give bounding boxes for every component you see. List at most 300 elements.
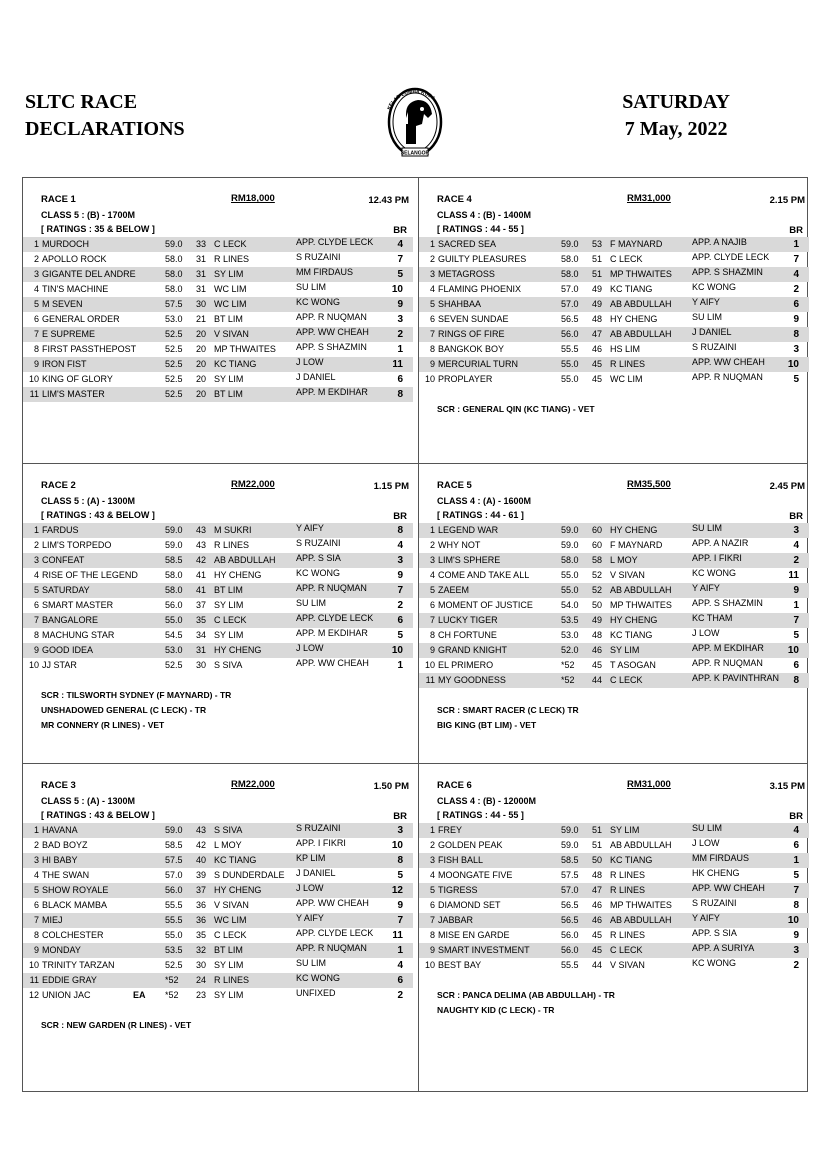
entry-barrier: 10 bbox=[787, 915, 799, 926]
entry-row bbox=[419, 523, 809, 538]
entry-row bbox=[419, 553, 809, 568]
entry-trainer: APP. S SHAZMIN bbox=[296, 342, 367, 352]
race-class: CLASS 4 : (B) - 1400M bbox=[437, 210, 532, 220]
entry-row bbox=[23, 583, 413, 598]
horse-name: LIM'S MASTER bbox=[42, 389, 105, 399]
title-line-1: SLTC RACE bbox=[25, 91, 138, 113]
entry-jockey: R LINES bbox=[610, 930, 646, 940]
entry-barrier: 8 bbox=[397, 855, 403, 866]
entry-number: 2 bbox=[33, 840, 39, 850]
entry-weight: 55.0 bbox=[561, 585, 579, 595]
entry-rating: 34 bbox=[196, 630, 207, 640]
entry-number: 9 bbox=[429, 645, 435, 655]
horse-name: APOLLO ROCK bbox=[42, 254, 107, 264]
entry-weight: *52 bbox=[165, 975, 179, 985]
entry-row bbox=[419, 673, 809, 688]
title-line-2: DECLARATIONS bbox=[25, 118, 185, 140]
entry-trainer: Y AIFY bbox=[692, 583, 720, 593]
entry-rating: 31 bbox=[196, 645, 207, 655]
entry-barrier: 7 bbox=[397, 254, 403, 265]
horse-name: IRON FIST bbox=[42, 359, 87, 369]
entry-jockey: WC LIM bbox=[214, 915, 247, 925]
entry-jockey: C LECK bbox=[214, 930, 247, 940]
race-panel bbox=[419, 464, 809, 754]
horse-name: GOOD IDEA bbox=[42, 645, 94, 655]
entry-jockey: KC TIANG bbox=[214, 359, 257, 369]
entry-row bbox=[419, 538, 809, 553]
race-title: RACE 5 bbox=[437, 480, 472, 491]
entry-number: 11 bbox=[29, 389, 39, 399]
race-title: RACE 3 bbox=[41, 780, 76, 791]
entry-rating: 31 bbox=[196, 254, 207, 264]
scratching-note: MR CONNERY (R LINES) - VET bbox=[41, 720, 165, 730]
entry-list bbox=[23, 823, 413, 1003]
entry-trainer: KC THAM bbox=[692, 613, 733, 623]
race-prize: RM22,000 bbox=[231, 779, 275, 790]
entry-list bbox=[419, 523, 809, 688]
entry-barrier: 4 bbox=[397, 960, 403, 971]
entry-rating: 36 bbox=[196, 900, 207, 910]
entry-jockey: R LINES bbox=[214, 540, 250, 550]
entry-jockey: SY LIM bbox=[214, 269, 244, 279]
entry-barrier: 9 bbox=[397, 900, 403, 911]
horse-name: LUCKY TIGER bbox=[438, 615, 498, 625]
entry-weight: 58.0 bbox=[561, 269, 579, 279]
entry-rating: 31 bbox=[196, 284, 207, 294]
entry-weight: 58.0 bbox=[165, 284, 183, 294]
entry-list bbox=[419, 237, 809, 387]
entry-rating: 43 bbox=[196, 540, 207, 550]
horse-name: GIGANTE DEL ANDRE bbox=[42, 269, 136, 279]
entry-jockey: HY CHENG bbox=[214, 645, 262, 655]
horse-name: FISH BALL bbox=[438, 855, 484, 865]
entry-weight: 55.0 bbox=[561, 359, 579, 369]
entry-jockey: BT LIM bbox=[214, 585, 243, 595]
entry-barrier: 10 bbox=[787, 645, 799, 656]
entry-jockey: HY CHENG bbox=[610, 525, 658, 535]
entry-barrier: 2 bbox=[397, 329, 403, 340]
horse-name: MY GOODNESS bbox=[438, 675, 506, 685]
horse-name: WHY NOT bbox=[438, 540, 481, 550]
entry-jockey: R LINES bbox=[214, 254, 250, 264]
entry-barrier: 9 bbox=[397, 299, 403, 310]
entry-trainer: S RUZAINI bbox=[296, 252, 341, 262]
entry-rating: 24 bbox=[196, 975, 207, 985]
entry-barrier: 3 bbox=[793, 344, 799, 355]
entry-rating: 44 bbox=[592, 675, 603, 685]
entry-jockey: V SIVAN bbox=[610, 960, 645, 970]
entry-jockey: SY LIM bbox=[214, 600, 244, 610]
entry-rating: 45 bbox=[592, 374, 603, 384]
race-panel bbox=[419, 178, 809, 468]
entry-jockey: AB ABDULLAH bbox=[214, 555, 276, 565]
entry-number: 9 bbox=[429, 945, 435, 955]
entry-trainer: SU LIM bbox=[296, 958, 327, 968]
entry-weight: 55.5 bbox=[561, 960, 579, 970]
entry-jockey: C LECK bbox=[610, 254, 643, 264]
entry-weight: 55.0 bbox=[561, 570, 579, 580]
entry-jockey: KC TIANG bbox=[610, 284, 653, 294]
entry-weight: *52 bbox=[561, 675, 575, 685]
entry-barrier: 7 bbox=[397, 585, 403, 596]
entry-number: 6 bbox=[429, 314, 435, 324]
entry-rating: 23 bbox=[196, 990, 207, 1000]
entry-number: 10 bbox=[28, 374, 39, 384]
entry-weight: 59.0 bbox=[165, 239, 183, 249]
entry-number: 1 bbox=[429, 239, 435, 249]
entry-list bbox=[23, 237, 413, 402]
entry-row bbox=[419, 838, 809, 853]
race-class: CLASS 5 : (B) - 1700M bbox=[41, 210, 136, 220]
entry-weight: *52 bbox=[561, 660, 575, 670]
horse-name: LIM'S TORPEDO bbox=[42, 540, 112, 550]
entry-trainer: APP. K PAVINTHRAN bbox=[692, 673, 780, 683]
entry-number: 1 bbox=[429, 825, 435, 835]
entry-barrier: 2 bbox=[397, 600, 403, 611]
entry-rating: 50 bbox=[592, 855, 603, 865]
entry-jockey: AB ABDULLAH bbox=[610, 299, 672, 309]
entry-row bbox=[419, 372, 809, 387]
entry-trainer: APP. R NUQMAN bbox=[692, 372, 763, 382]
entry-weight: 59.0 bbox=[561, 840, 579, 850]
horse-name: CONFEAT bbox=[42, 555, 85, 565]
entry-jockey: MP THWAITES bbox=[610, 600, 672, 610]
entry-row bbox=[23, 988, 413, 1003]
entry-barrier: 7 bbox=[793, 254, 799, 265]
entry-jockey: S SIVA bbox=[214, 660, 243, 670]
entry-weight: 57.5 bbox=[561, 870, 579, 880]
entry-trainer: APP. I FIKRI bbox=[296, 838, 346, 848]
entry-trainer: SU LIM bbox=[692, 823, 723, 833]
horse-name: RINGS OF FIRE bbox=[438, 329, 505, 339]
entry-trainer: S RUZAINI bbox=[296, 538, 341, 548]
horse-name: MACHUNG STAR bbox=[42, 630, 115, 640]
entry-trainer: APP. CLYDE LECK bbox=[692, 252, 770, 262]
horse-name: EDDIE GRAY bbox=[42, 975, 97, 985]
entry-rating: 21 bbox=[196, 314, 207, 324]
entry-weight: 57.0 bbox=[165, 870, 183, 880]
entry-trainer: APP. R NUQMAN bbox=[296, 312, 367, 322]
entry-jockey: MP THWAITES bbox=[214, 344, 276, 354]
entry-row bbox=[23, 387, 413, 402]
entry-trainer: APP. R NUQMAN bbox=[296, 583, 367, 593]
entry-barrier: 3 bbox=[397, 825, 403, 836]
entry-jockey: HS LIM bbox=[610, 344, 641, 354]
entry-number: 8 bbox=[429, 344, 435, 354]
entry-trainer: APP. A NAJIB bbox=[692, 237, 747, 247]
entry-number: 4 bbox=[33, 570, 39, 580]
entry-rating: 48 bbox=[592, 314, 603, 324]
entry-number: 9 bbox=[33, 645, 39, 655]
entry-jockey: C LECK bbox=[610, 945, 643, 955]
entry-row bbox=[419, 958, 809, 973]
entry-weight: 58.0 bbox=[561, 555, 579, 565]
entry-number: 4 bbox=[429, 870, 435, 880]
horse-name: LEGEND WAR bbox=[438, 525, 499, 535]
entry-row bbox=[419, 282, 809, 297]
entry-number: 6 bbox=[429, 900, 435, 910]
entry-barrier: 10 bbox=[391, 284, 403, 295]
entry-rating: 49 bbox=[592, 615, 603, 625]
entry-rating: 46 bbox=[592, 900, 603, 910]
entry-barrier: 2 bbox=[793, 284, 799, 295]
horse-name: TRINITY TARZAN bbox=[42, 960, 115, 970]
entry-weight: 56.0 bbox=[561, 930, 579, 940]
race-time: 2.15 PM bbox=[769, 195, 805, 206]
entry-weight: 55.0 bbox=[561, 374, 579, 384]
entry-weight: 59.0 bbox=[165, 825, 183, 835]
entry-row bbox=[419, 312, 809, 327]
entry-trainer: APP. CLYDE LECK bbox=[296, 613, 374, 623]
entry-row bbox=[419, 613, 809, 628]
entry-rating: 31 bbox=[196, 269, 207, 279]
entry-barrier: 5 bbox=[793, 630, 799, 641]
entry-row bbox=[23, 838, 413, 853]
entry-row bbox=[419, 883, 809, 898]
entry-barrier: 1 bbox=[793, 855, 799, 866]
entry-barrier: 8 bbox=[397, 389, 403, 400]
entry-barrier: 12 bbox=[391, 885, 403, 896]
horse-name: DIAMOND SET bbox=[438, 900, 501, 910]
entry-rating: 47 bbox=[592, 329, 603, 339]
race-time: 2.45 PM bbox=[769, 481, 805, 492]
entry-barrier: 10 bbox=[391, 840, 403, 851]
horse-name: RISE OF THE LEGEND bbox=[42, 570, 138, 580]
entry-rating: 49 bbox=[592, 284, 603, 294]
entry-trainer: APP. R NUQMAN bbox=[692, 658, 763, 668]
entry-rating: 45 bbox=[592, 359, 603, 369]
horse-name: TIN'S MACHINE bbox=[42, 284, 109, 294]
horse-name: KING OF GLORY bbox=[42, 374, 113, 384]
entry-barrier: 8 bbox=[793, 329, 799, 340]
entry-barrier: 2 bbox=[397, 990, 403, 1001]
race-prize: RM22,000 bbox=[231, 479, 275, 490]
race-date bbox=[622, 89, 730, 143]
entry-number: 2 bbox=[429, 540, 435, 550]
entry-number: 3 bbox=[33, 269, 39, 279]
entry-number: 5 bbox=[33, 299, 39, 309]
entry-trainer: S RUZAINI bbox=[692, 898, 737, 908]
entry-rating: 33 bbox=[196, 239, 207, 249]
entry-number: 2 bbox=[429, 840, 435, 850]
entry-row bbox=[419, 853, 809, 868]
entry-rating: 60 bbox=[592, 540, 603, 550]
entry-jockey: V SIVAN bbox=[214, 329, 249, 339]
entry-jockey: AB ABDULLAH bbox=[610, 329, 672, 339]
entry-rating: 32 bbox=[196, 945, 207, 955]
entry-jockey: L MOY bbox=[610, 555, 638, 565]
entry-barrier: 6 bbox=[793, 840, 799, 851]
entry-trainer: APP. M EKDIHAR bbox=[296, 628, 368, 638]
race-time: 3.15 PM bbox=[769, 781, 805, 792]
horse-name: FLAMING PHOENIX bbox=[438, 284, 522, 294]
race-time: 1.15 PM bbox=[373, 481, 409, 492]
entry-number: 6 bbox=[33, 600, 39, 610]
entry-barrier: 8 bbox=[397, 525, 403, 536]
entry-barrier: 4 bbox=[793, 540, 799, 551]
race-title: RACE 6 bbox=[437, 780, 472, 791]
entry-weight: 59.0 bbox=[561, 525, 579, 535]
entry-row bbox=[23, 267, 413, 282]
entry-weight: 58.5 bbox=[165, 840, 183, 850]
entry-trainer: APP. WW CHEAH bbox=[296, 327, 369, 337]
entry-number: 5 bbox=[33, 885, 39, 895]
entry-trainer: APP. WW CHEAH bbox=[296, 658, 369, 668]
entry-rating: 36 bbox=[196, 915, 207, 925]
scratching-note: SCR : SMART RACER (C LECK) TR bbox=[437, 705, 579, 715]
horse-name: SMART MASTER bbox=[42, 600, 114, 610]
horse-name: M SEVEN bbox=[42, 299, 83, 309]
entry-row bbox=[23, 252, 413, 267]
entry-row bbox=[23, 282, 413, 297]
horse-name: SACRED SEA bbox=[438, 239, 497, 249]
race-rating: [ RATINGS : 44 - 61 ] bbox=[437, 510, 524, 520]
horse-name: MOMENT OF JUSTICE bbox=[438, 600, 533, 610]
entry-jockey: R LINES bbox=[610, 885, 646, 895]
entry-barrier: 3 bbox=[793, 945, 799, 956]
entry-rating: 41 bbox=[196, 570, 207, 580]
entry-rating: 51 bbox=[592, 840, 603, 850]
entry-number: 3 bbox=[429, 269, 435, 279]
br-header: BR bbox=[789, 811, 803, 822]
entry-rating: 53 bbox=[592, 239, 603, 249]
entry-row bbox=[23, 868, 413, 883]
entry-rating: 52 bbox=[592, 585, 603, 595]
race-time: 1.50 PM bbox=[373, 781, 409, 792]
race-class: CLASS 4 : (A) - 1600M bbox=[437, 496, 532, 506]
entry-trainer: KP LIM bbox=[296, 853, 326, 863]
entry-number: 11 bbox=[29, 975, 39, 985]
horse-name: GOLDEN PEAK bbox=[438, 840, 503, 850]
horse-name: JJ STAR bbox=[42, 660, 77, 670]
entry-rating: 37 bbox=[196, 885, 207, 895]
entry-number: 8 bbox=[33, 930, 39, 940]
entry-row bbox=[419, 297, 809, 312]
svg-text:KELAB LUMBA KUDA: KELAB LUMBA KUDA bbox=[386, 88, 437, 111]
entry-weight: 57.0 bbox=[561, 299, 579, 309]
entry-number: 10 bbox=[424, 374, 435, 384]
entry-row bbox=[419, 943, 809, 958]
entry-barrier: 5 bbox=[397, 630, 403, 641]
entry-trainer: SU LIM bbox=[692, 312, 723, 322]
entry-barrier: 4 bbox=[793, 269, 799, 280]
horse-name: COLCHESTER bbox=[42, 930, 104, 940]
entry-jockey: M SUKRI bbox=[214, 525, 252, 535]
entry-barrier: 5 bbox=[793, 870, 799, 881]
entry-weight: 53.5 bbox=[561, 615, 579, 625]
entry-barrier: 2 bbox=[793, 960, 799, 971]
entry-trainer: APP. R NUQMAN bbox=[296, 943, 367, 953]
entry-rating: 45 bbox=[592, 930, 603, 940]
entry-weight: 58.0 bbox=[561, 254, 579, 264]
entry-number: 8 bbox=[33, 630, 39, 640]
entry-barrier: 4 bbox=[397, 239, 403, 250]
entry-jockey: R LINES bbox=[610, 359, 646, 369]
entry-trainer: Y AIFY bbox=[296, 913, 324, 923]
entry-rating: 47 bbox=[592, 885, 603, 895]
race-prize: RM35,500 bbox=[627, 479, 671, 490]
entry-trainer: APP. CLYDE LECK bbox=[296, 928, 374, 938]
entry-rating: 37 bbox=[196, 600, 207, 610]
entry-barrier: 6 bbox=[397, 374, 403, 385]
entry-weight: 56.0 bbox=[165, 600, 183, 610]
entry-rating: 20 bbox=[196, 344, 207, 354]
club-logo-icon bbox=[376, 84, 454, 162]
entry-jockey: R LINES bbox=[610, 870, 646, 880]
entry-trainer: APP. S SIA bbox=[296, 553, 341, 563]
entry-jockey: KC TIANG bbox=[214, 855, 257, 865]
horse-name: BEST BAY bbox=[438, 960, 482, 970]
entry-rating: 20 bbox=[196, 389, 207, 399]
entry-jockey: T ASOGAN bbox=[610, 660, 656, 670]
entry-number: 10 bbox=[424, 660, 435, 670]
br-header: BR bbox=[393, 811, 407, 822]
entry-rating: 20 bbox=[196, 329, 207, 339]
entry-rating: 40 bbox=[196, 855, 207, 865]
entry-barrier: 6 bbox=[397, 615, 403, 626]
entry-trainer: MM FIRDAUS bbox=[296, 267, 353, 277]
horse-name: MERCURIAL TURN bbox=[438, 359, 519, 369]
scratching-note: UNSHADOWED GENERAL (C LECK) - TR bbox=[41, 705, 207, 715]
entry-trainer: KC WONG bbox=[296, 568, 340, 578]
horse-name: COME AND TAKE ALL bbox=[438, 570, 530, 580]
entry-barrier: 9 bbox=[793, 314, 799, 325]
race-class: CLASS 5 : (A) - 1300M bbox=[41, 796, 136, 806]
race-prize: RM18,000 bbox=[231, 193, 275, 204]
entry-weight: 56.5 bbox=[561, 900, 579, 910]
horse-name: GUILTY PLEASURES bbox=[438, 254, 527, 264]
entry-rating: 42 bbox=[196, 555, 207, 565]
horse-name: ZAEEM bbox=[438, 585, 470, 595]
horse-name: HAVANA bbox=[42, 825, 78, 835]
entry-barrier: 6 bbox=[793, 660, 799, 671]
entry-jockey: KC TIANG bbox=[610, 855, 653, 865]
entry-weight: 58.5 bbox=[561, 855, 579, 865]
entry-row bbox=[23, 823, 413, 838]
entry-trainer: KC WONG bbox=[296, 973, 340, 983]
entry-rating: 48 bbox=[592, 630, 603, 640]
entry-trainer: KC WONG bbox=[296, 297, 340, 307]
entry-jockey: AB ABDULLAH bbox=[610, 840, 672, 850]
scratching-note: SCR : NEW GARDEN (R LINES) - VET bbox=[41, 1020, 192, 1030]
entry-rating: 30 bbox=[196, 960, 207, 970]
entry-jockey: L MOY bbox=[214, 840, 242, 850]
entry-number: 3 bbox=[429, 855, 435, 865]
entry-row bbox=[419, 913, 809, 928]
entry-barrier: 3 bbox=[793, 525, 799, 536]
entry-weight: 56.0 bbox=[561, 945, 579, 955]
entry-rating: 52 bbox=[592, 570, 603, 580]
entry-barrier: 7 bbox=[793, 885, 799, 896]
entry-jockey: BT LIM bbox=[214, 945, 243, 955]
race-grid bbox=[22, 177, 808, 1092]
race-prize: RM31,000 bbox=[627, 193, 671, 204]
entry-barrier: 5 bbox=[397, 269, 403, 280]
race-title: RACE 4 bbox=[437, 194, 472, 205]
horse-name: BANGKOK BOY bbox=[438, 344, 505, 354]
entry-jockey: HY CHENG bbox=[610, 615, 658, 625]
entry-row bbox=[23, 958, 413, 973]
horse-name: EL PRIMERO bbox=[438, 660, 494, 670]
entry-trainer: Y AIFY bbox=[296, 523, 324, 533]
entry-barrier: 3 bbox=[397, 314, 403, 325]
entry-rating: 51 bbox=[592, 254, 603, 264]
entry-weight: 55.5 bbox=[165, 900, 183, 910]
entry-trainer: APP. I FIKRI bbox=[692, 553, 742, 563]
entry-jockey: C LECK bbox=[214, 239, 247, 249]
entry-trainer: UNFIXED bbox=[296, 988, 336, 998]
entry-trainer: KC WONG bbox=[692, 568, 736, 578]
